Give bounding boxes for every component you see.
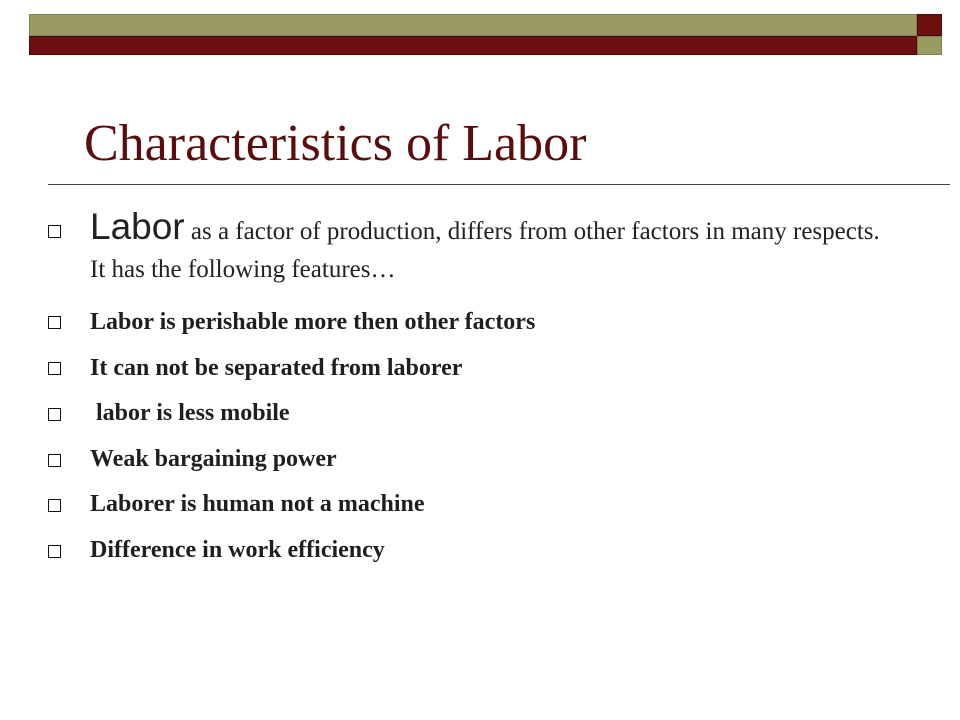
square-bullet-icon	[48, 225, 61, 238]
intro-paragraph	[90, 208, 900, 289]
square-bullet-icon	[48, 499, 61, 512]
list-item: Laborer is human not a machine	[90, 491, 425, 517]
intro-text: as a factor of production, differs from other factors in many respects. It has the following features…	[90, 218, 880, 283]
square-bullet-icon	[48, 454, 61, 467]
list-item: Labor is perishable more then other factors	[90, 309, 536, 335]
intro-lead: Labor	[90, 206, 185, 247]
list-item: Weak bargaining power	[90, 446, 337, 472]
square-bullet-icon	[48, 316, 61, 329]
square-bullet-icon	[48, 362, 61, 375]
top-bar-olive	[29, 14, 917, 36]
corner-block-olive	[917, 36, 942, 55]
slide-title: Characteristics of Labor	[84, 115, 587, 172]
top-bar-maroon	[29, 36, 917, 55]
list-item: It can not be separated from laborer	[90, 355, 463, 381]
square-bullet-icon	[48, 545, 61, 558]
title-divider	[48, 184, 950, 185]
list-item: Difference in work efficiency	[90, 537, 385, 563]
square-bullet-icon	[48, 408, 61, 421]
corner-block-maroon	[917, 14, 942, 36]
list-item: labor is less mobile	[90, 400, 290, 426]
